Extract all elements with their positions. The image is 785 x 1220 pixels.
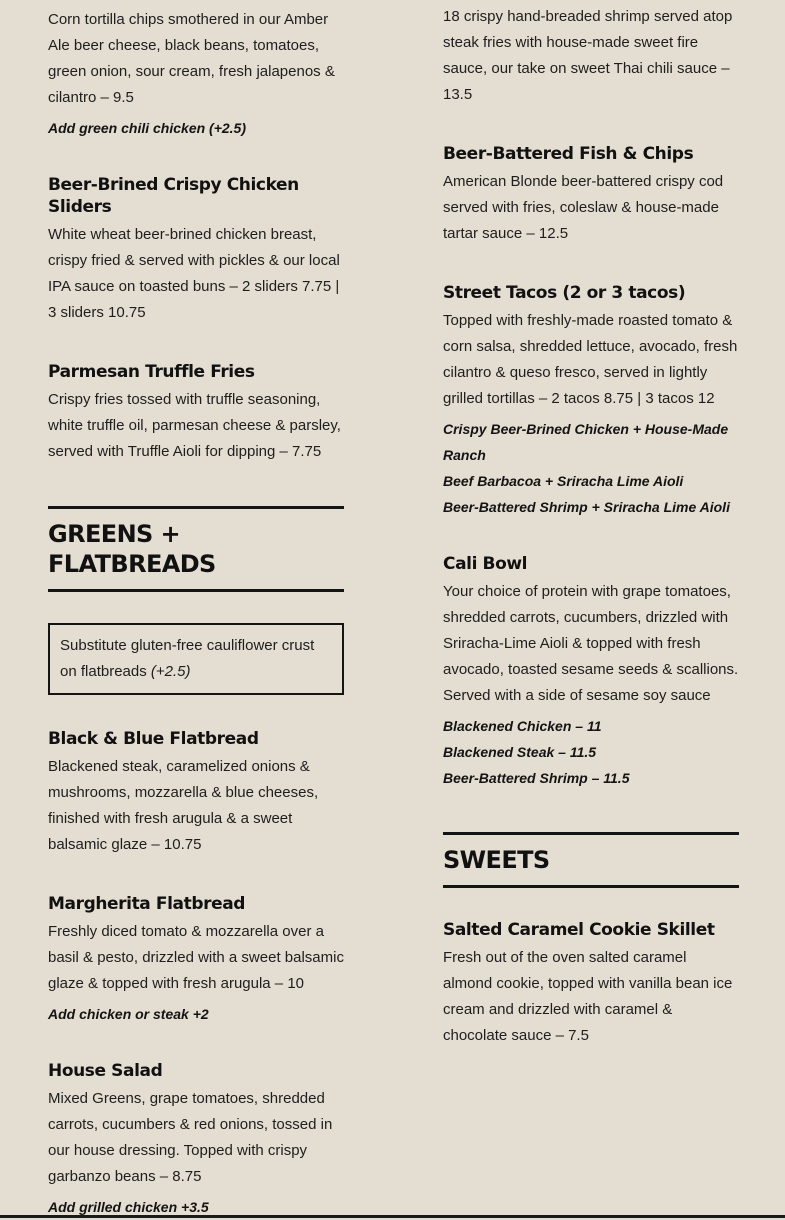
item-description: 18 crispy hand-breaded shrimp served atop steak fries with house-made sweet fire sauce, our take on sweet Thai chili sauce – 13.5 [443, 8, 733, 103]
item-title: Black & Blue Flatbread [48, 729, 259, 749]
item-addon: Add grilled chicken +3.5 [48, 1199, 209, 1215]
item-description: Blackened steak, caramelized onions & mushrooms, mozzarella & blue cheeses, finished with fresh arugula & a sweet balsamic glaze – 10.75 [48, 758, 319, 853]
item-description: Your choice of protein with grape tomatoes, shredded carrots, cucumbers, drizzled with Sriracha-Lime Aioli & topped with fresh avocado, toasted sesame seeds & scallions. Served with a side of sesame soy sauce [443, 583, 739, 704]
note-text: Substitute gluten-free cauliflower crust on flatbreads [60, 637, 315, 680]
section-header-sweets [443, 832, 739, 888]
section-title: SWEETS [443, 846, 550, 874]
menu-item-black-blue-flatbread [48, 728, 344, 858]
item-addon: Add chicken or steak +2 [48, 1006, 209, 1022]
item-description: Freshly diced tomato & mozzarella over a basil & pesto, drizzled with a sweet balsamic glaze & topped with fresh arugula – 10 [48, 923, 344, 992]
item-description: American Blonde beer-battered crispy cod served with fries, coleslaw & house-made tartar sauce – 12.5 [443, 173, 724, 242]
item-description: Crispy fries tossed with truffle seasoning, white truffle oil, parmesan cheese & parsley, served with Truffle Aioli for dipping – 7.75 [48, 391, 341, 460]
menu-item-nachos [48, 0, 344, 141]
taco-option: Beef Barbacoa + Sriracha Lime Aioli [443, 473, 684, 489]
section-header-greens-flatbreads [48, 506, 344, 592]
menu-item-street-tacos [443, 282, 739, 520]
right-column [443, 0, 739, 1049]
item-description: White wheat beer-brined chicken breast, crispy fried & served with pickles & our local IPA sauce on toasted buns – 2 sliders 7.75 | 3 sliders 10.75 [48, 226, 340, 321]
item-title: Parmesan Truffle Fries [48, 362, 255, 382]
bowl-option: Blackened Steak – 11.5 [443, 744, 597, 760]
menu-item-shrimp [443, 0, 739, 108]
menu-item-sliders [48, 174, 344, 326]
item-addon: Add green chili chicken (+2.5) [48, 120, 247, 136]
note-price: (+2.5) [150, 663, 191, 680]
item-description: Topped with freshly-made roasted tomato & corn salsa, shredded lettuce, avocado, fresh cilantro & queso fresco, served in lightly grilled tortillas – 2 tacos 8.75 | 3 tacos 12 [443, 312, 738, 407]
menu-item-margherita-flatbread [48, 893, 344, 1027]
item-title: Salted Caramel Cookie Skillet [443, 920, 715, 940]
item-title: House Salad [48, 1061, 163, 1081]
item-title: Margherita Flatbread [48, 894, 246, 914]
menu-item-cookie-skillet [443, 919, 739, 1049]
menu-item-cali-bowl [443, 553, 739, 791]
bowl-option: Beer-Battered Shrimp – 11.5 [443, 770, 630, 786]
gluten-free-note [48, 623, 344, 695]
item-title: Street Tacos (2 or 3 tacos) [443, 283, 686, 303]
item-description: Fresh out of the oven salted caramel almond cookie, topped with vanilla bean ice cream and drizzled with caramel & chocolate sauce – 7.5 [443, 949, 733, 1044]
taco-option: Beer-Battered Shrimp + Sriracha Lime Aioli [443, 499, 730, 515]
item-title: Beer-Battered Fish & Chips [443, 144, 694, 164]
taco-option: Crispy Beer-Brined Chicken + House-Made Ranch [443, 421, 729, 463]
menu-item-house-salad [48, 1060, 344, 1220]
bowl-option: Blackened Chicken – 11 [443, 718, 602, 734]
menu-item-truffle-fries [48, 361, 344, 465]
item-title: Cali Bowl [443, 554, 528, 574]
left-column [48, 0, 344, 1220]
item-title: Beer-Brined Crispy Chicken Sliders [48, 175, 299, 217]
menu-item-fish-chips [443, 143, 739, 247]
item-description: Corn tortilla chips smothered in our Amber Ale beer cheese, black beans, tomatoes, green onion, sour cream, fresh jalapenos & cilantro – 9.5 [48, 11, 335, 106]
section-title: GREENS + FLATBREADS [48, 520, 216, 578]
item-description: Mixed Greens, grape tomatoes, shredded carrots, cucumbers & red onions, tossed in our house dressing. Topped with crispy garbanzo beans – 8.75 [48, 1090, 333, 1185]
